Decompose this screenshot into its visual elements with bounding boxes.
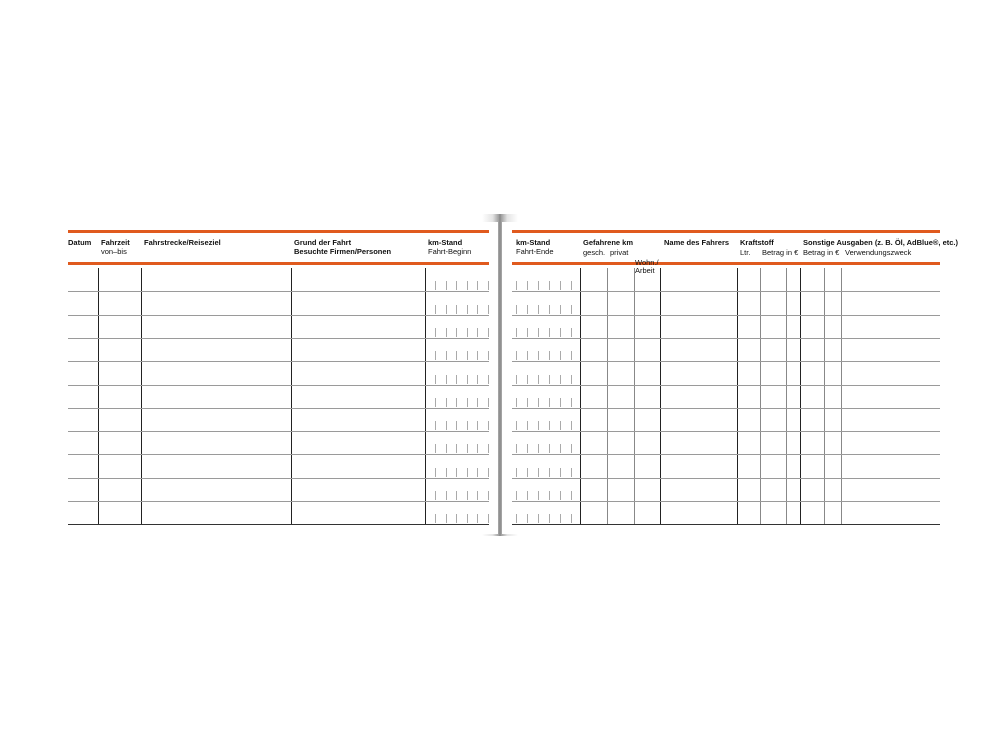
km-digit-tick xyxy=(571,351,572,360)
km-digit-tick xyxy=(571,375,572,384)
column-divider xyxy=(737,268,738,524)
km-digit-tick xyxy=(538,468,539,477)
km-digit-tick xyxy=(446,468,447,477)
row-line xyxy=(512,291,940,292)
column-divider xyxy=(607,268,608,524)
row-line xyxy=(68,431,489,432)
header-bottom-rule xyxy=(68,262,489,265)
row-line xyxy=(68,338,489,339)
km-digit-tick xyxy=(446,328,447,337)
header-gefahrene-km: Gefahrene km xyxy=(583,238,634,247)
km-digit-tick xyxy=(467,444,468,453)
km-digit-tick xyxy=(477,375,478,384)
km-digit-tick xyxy=(456,491,457,500)
km-digit-tick xyxy=(456,328,457,337)
km-digit-tick xyxy=(435,491,436,500)
logbook-right-page xyxy=(502,222,1000,534)
km-digit-tick xyxy=(446,351,447,360)
km-digit-tick xyxy=(446,375,447,384)
column-divider xyxy=(634,268,635,524)
km-digit-tick xyxy=(467,305,468,314)
km-digit-tick xyxy=(538,328,539,337)
km-digit-tick xyxy=(488,375,489,384)
row-line xyxy=(512,338,940,339)
km-digit-tick xyxy=(488,468,489,477)
row-line xyxy=(512,431,940,432)
km-digit-tick xyxy=(549,281,550,290)
header-fahrstrecke: Fahrstrecke/Reiseziel xyxy=(144,238,221,247)
km-digit-tick xyxy=(527,398,528,407)
km-digit-tick xyxy=(467,328,468,337)
km-digit-tick xyxy=(435,468,436,477)
km-digit-tick xyxy=(527,328,528,337)
km-digit-tick xyxy=(477,305,478,314)
km-digit-tick xyxy=(527,468,528,477)
km-digit-tick xyxy=(560,444,561,453)
km-digit-tick xyxy=(549,328,550,337)
header-sonstige-betrag: Betrag in € xyxy=(803,248,840,257)
row-line xyxy=(512,524,940,525)
km-digit-tick xyxy=(527,514,528,523)
km-digit-tick xyxy=(456,281,457,290)
km-digit-tick xyxy=(549,351,550,360)
km-digit-tick xyxy=(549,468,550,477)
row-line xyxy=(68,454,489,455)
row-line xyxy=(512,408,940,409)
km-digit-tick xyxy=(571,444,572,453)
km-digit-tick xyxy=(549,491,550,500)
km-digit-tick xyxy=(456,305,457,314)
km-digit-tick xyxy=(538,305,539,314)
km-digit-tick xyxy=(516,421,517,430)
column-divider xyxy=(824,268,825,524)
column-divider xyxy=(580,268,581,524)
km-digit-tick xyxy=(477,444,478,453)
km-digit-tick xyxy=(477,351,478,360)
km-digit-tick xyxy=(467,351,468,360)
km-digit-tick xyxy=(571,514,572,523)
km-digit-tick xyxy=(435,305,436,314)
header-grund-der-fahrt: Grund der Fahrt Besuchte Firmen/Personen xyxy=(294,238,392,256)
km-digit-tick xyxy=(527,305,528,314)
km-digit-tick xyxy=(560,351,561,360)
row-line xyxy=(68,315,489,316)
km-digit-tick xyxy=(488,351,489,360)
logbook-left-page xyxy=(0,222,498,534)
km-digit-tick xyxy=(456,398,457,407)
header-datum: Datum xyxy=(68,238,92,247)
km-digit-tick xyxy=(477,491,478,500)
km-digit-tick xyxy=(488,328,489,337)
km-digit-tick xyxy=(435,398,436,407)
km-digit-tick xyxy=(560,514,561,523)
column-divider xyxy=(786,268,787,524)
km-digit-tick xyxy=(560,375,561,384)
km-digit-tick xyxy=(456,375,457,384)
km-digit-tick xyxy=(516,398,517,407)
km-digit-tick xyxy=(467,375,468,384)
header-privat: privat xyxy=(610,248,629,257)
km-digit-tick xyxy=(456,421,457,430)
km-digit-tick xyxy=(571,398,572,407)
row-line xyxy=(512,478,940,479)
km-digit-tick xyxy=(516,375,517,384)
column-divider xyxy=(141,268,142,524)
header-km-stand-beginn: km-Stand Fahrt-Beginn xyxy=(428,238,472,256)
km-digit-tick xyxy=(549,444,550,453)
km-digit-tick xyxy=(456,351,457,360)
row-line xyxy=(68,501,489,502)
km-digit-tick xyxy=(477,468,478,477)
km-digit-tick xyxy=(538,421,539,430)
row-line xyxy=(68,524,489,525)
km-digit-tick xyxy=(527,444,528,453)
km-digit-tick xyxy=(467,468,468,477)
km-digit-tick xyxy=(538,514,539,523)
column-divider xyxy=(425,268,426,524)
column-divider xyxy=(841,268,842,524)
km-digit-tick xyxy=(456,444,457,453)
km-digit-tick xyxy=(488,421,489,430)
km-digit-tick xyxy=(571,305,572,314)
header-wohn-arbeit: Wohn./ Arbeit xyxy=(635,258,659,275)
km-digit-tick xyxy=(435,351,436,360)
row-line xyxy=(512,315,940,316)
km-digit-tick xyxy=(477,421,478,430)
km-digit-tick xyxy=(549,514,550,523)
km-digit-tick xyxy=(549,421,550,430)
row-line xyxy=(512,454,940,455)
km-digit-tick xyxy=(488,305,489,314)
km-digit-tick xyxy=(538,398,539,407)
km-digit-tick xyxy=(467,281,468,290)
km-digit-tick xyxy=(538,375,539,384)
km-digit-tick xyxy=(446,281,447,290)
km-digit-tick xyxy=(538,444,539,453)
km-digit-tick xyxy=(538,491,539,500)
km-digit-tick xyxy=(516,305,517,314)
km-digit-tick xyxy=(477,398,478,407)
header-top-rule xyxy=(68,230,489,233)
row-line xyxy=(68,385,489,386)
km-digit-tick xyxy=(527,375,528,384)
row-line xyxy=(68,478,489,479)
km-digit-tick xyxy=(446,305,447,314)
header-sonstige-ausgaben: Sonstige Ausgaben (z. B. Öl, AdBlue®, etc.) xyxy=(803,238,958,247)
column-divider xyxy=(291,268,292,524)
km-digit-tick xyxy=(435,328,436,337)
km-digit-tick xyxy=(477,328,478,337)
km-digit-tick xyxy=(456,514,457,523)
header-kraftstoff-liter: Ltr. xyxy=(740,248,751,257)
km-digit-tick xyxy=(435,421,436,430)
km-digit-tick xyxy=(516,514,517,523)
header-kraftstoff: Kraftstoff xyxy=(740,238,774,247)
header-top-rule xyxy=(512,230,940,233)
km-digit-tick xyxy=(435,375,436,384)
header-km-stand-ende: km-Stand Fahrt-Ende xyxy=(516,238,554,256)
km-digit-tick xyxy=(516,468,517,477)
km-digit-tick xyxy=(446,421,447,430)
row-line xyxy=(512,385,940,386)
km-digit-tick xyxy=(549,305,550,314)
km-digit-tick xyxy=(527,281,528,290)
km-digit-tick xyxy=(435,281,436,290)
km-digit-tick xyxy=(446,444,447,453)
km-digit-tick xyxy=(467,491,468,500)
km-digit-tick xyxy=(488,281,489,290)
km-digit-tick xyxy=(516,444,517,453)
km-digit-tick xyxy=(516,281,517,290)
km-digit-tick xyxy=(560,305,561,314)
km-digit-tick xyxy=(516,491,517,500)
km-digit-tick xyxy=(549,398,550,407)
header-fahrzeit: Fahrzeit von–bis xyxy=(101,238,130,256)
km-digit-tick xyxy=(477,514,478,523)
km-digit-tick xyxy=(446,398,447,407)
km-digit-tick xyxy=(560,491,561,500)
km-digit-tick xyxy=(488,444,489,453)
km-digit-tick xyxy=(571,468,572,477)
km-digit-tick xyxy=(435,514,436,523)
km-digit-tick xyxy=(527,351,528,360)
column-divider xyxy=(660,268,661,524)
km-digit-tick xyxy=(446,514,447,523)
km-digit-tick xyxy=(560,421,561,430)
km-digit-tick xyxy=(538,281,539,290)
km-digit-tick xyxy=(560,468,561,477)
km-digit-tick xyxy=(560,281,561,290)
km-digit-tick xyxy=(435,444,436,453)
header-bottom-rule xyxy=(512,262,940,265)
km-digit-tick xyxy=(467,398,468,407)
km-digit-tick xyxy=(571,421,572,430)
km-digit-tick xyxy=(571,328,572,337)
row-line xyxy=(68,408,489,409)
header-name-des-fahrers: Name des Fahrers xyxy=(664,238,730,247)
km-digit-tick xyxy=(560,398,561,407)
km-digit-tick xyxy=(549,375,550,384)
column-divider xyxy=(98,268,99,524)
km-digit-tick xyxy=(456,468,457,477)
km-digit-tick xyxy=(527,421,528,430)
header-geschaeftlich: gesch. xyxy=(583,248,606,257)
km-digit-tick xyxy=(446,491,447,500)
km-digit-tick xyxy=(571,491,572,500)
km-digit-tick xyxy=(560,328,561,337)
column-divider xyxy=(760,268,761,524)
row-line xyxy=(68,361,489,362)
km-digit-tick xyxy=(488,514,489,523)
row-line xyxy=(512,501,940,502)
km-digit-tick xyxy=(488,398,489,407)
km-digit-tick xyxy=(538,351,539,360)
km-digit-tick xyxy=(516,351,517,360)
header-kraftstoff-betrag: Betrag in € xyxy=(762,248,799,257)
column-divider xyxy=(800,268,801,524)
row-line xyxy=(512,361,940,362)
km-digit-tick xyxy=(477,281,478,290)
km-digit-tick xyxy=(516,328,517,337)
km-digit-tick xyxy=(527,491,528,500)
km-digit-tick xyxy=(488,491,489,500)
km-digit-tick xyxy=(571,281,572,290)
km-digit-tick xyxy=(467,514,468,523)
km-digit-tick xyxy=(467,421,468,430)
header-verwendungszweck: Verwendungszweck xyxy=(845,248,912,257)
row-line xyxy=(68,291,489,292)
